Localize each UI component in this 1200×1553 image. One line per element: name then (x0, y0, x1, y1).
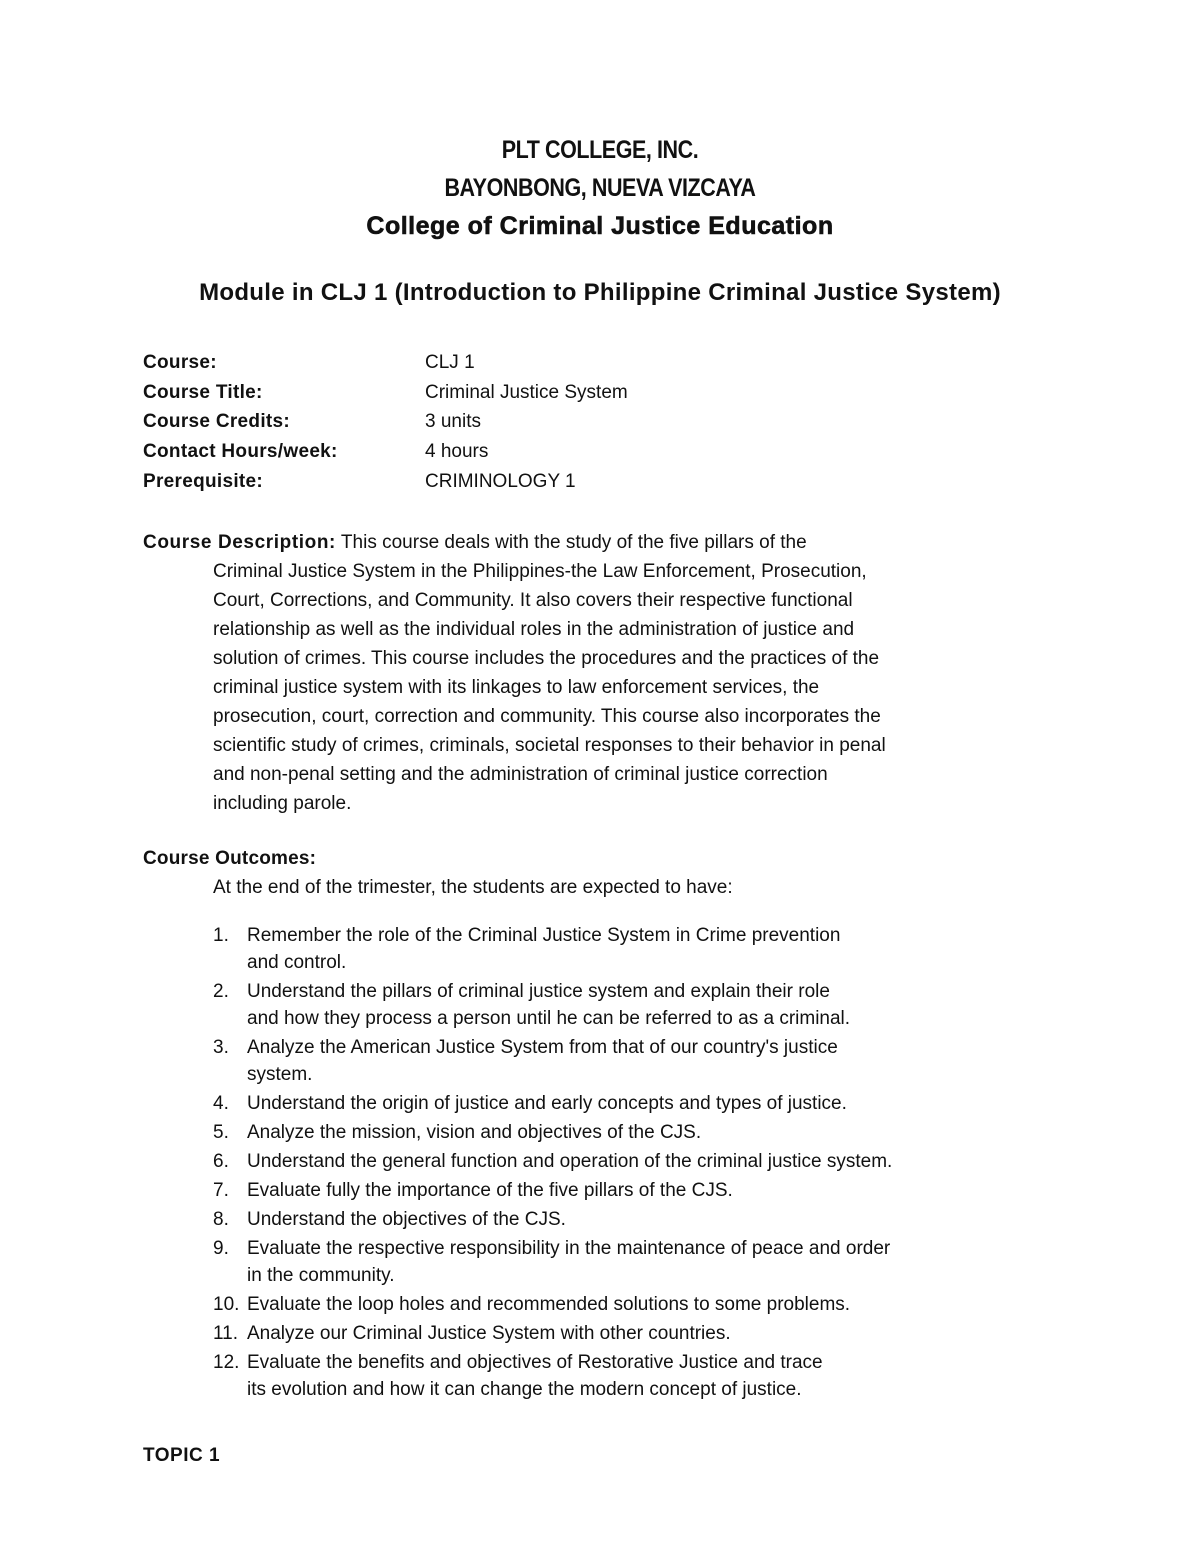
outcome-text: Understand the origin of justice and early concepts and types of justice. (247, 1093, 847, 1114)
description-text: This course deals with the study of the five pillars of the (336, 532, 807, 553)
outcome-text: Understand the objectives of the CJS. (247, 1209, 566, 1230)
outcome-number: 4. (213, 1093, 229, 1114)
description-line: solution of crimes. This course includes the procedures and the practices of the (213, 648, 880, 669)
description-line (143, 528, 1023, 557)
outcome-number: 11. (213, 1323, 239, 1344)
outcome-number: 6. (213, 1151, 229, 1172)
outcome-number: 2. (213, 981, 229, 1002)
description-line: and non-penal setting and the administration of criminal justice correction (213, 764, 828, 785)
outcome-text: Understand the pillars of criminal justice system and explain their role (247, 981, 830, 1002)
module-title: Module in CLJ 1 (Introduction to Philippine Criminal Justice System) (199, 279, 1001, 306)
outcome-text: Understand the general function and operation of the criminal justice system. (247, 1151, 893, 1172)
description-line: scientific study of crimes, criminals, societal responses to their behavior in penal (213, 735, 886, 756)
outcome-item (213, 978, 1093, 1032)
outcome-number: 5. (213, 1122, 229, 1143)
course-info-value: Criminal Justice System (425, 382, 628, 403)
description-line: criminal justice system with its linkages to law enforcement services, the (213, 677, 820, 698)
outcome-number: 7. (213, 1180, 229, 1201)
college-name: College of Criminal Justice Education (366, 212, 834, 240)
outcome-text: its evolution and how it can change the modern concept of justice. (247, 1379, 802, 1400)
outcome-text: Evaluate the benefits and objectives of Restorative Justice and trace (247, 1352, 823, 1373)
outcomes-intro: At the end of the trimester, the students are expected to have: (213, 877, 733, 898)
outcome-number: 1. (213, 925, 229, 946)
outcome-text: and control. (247, 952, 347, 973)
description-label: Course Description: (143, 532, 336, 553)
course-description (143, 528, 1023, 818)
outcome-item (213, 1148, 1093, 1175)
outcome-text: system. (247, 1064, 313, 1085)
outcome-text: Evaluate the respective responsibility in the maintenance of peace and order (247, 1238, 891, 1259)
outcome-text: Analyze the American Justice System from that of our country's justice (247, 1037, 838, 1058)
outcome-item (213, 1320, 1093, 1347)
outcome-number: 8. (213, 1209, 229, 1230)
outcome-text: in the community. (247, 1265, 395, 1286)
outcome-number: 10. (213, 1294, 240, 1315)
institution-name: PLT COLLEGE, INC. (501, 136, 699, 164)
outcome-text: and how they process a person until he can be referred to as a criminal. (247, 1008, 851, 1029)
course-info-label: Course: (143, 352, 217, 373)
outcome-item (213, 1177, 1093, 1204)
topic-heading: TOPIC 1 (143, 1445, 221, 1466)
outcome-item (213, 922, 1093, 976)
description-line: prosecution, court, correction and community. This course also incorporates the (213, 706, 881, 727)
description-line: Criminal Justice System in the Philippines-the Law Enforcement, Prosecution, (213, 561, 867, 582)
description-line: Court, Corrections, and Community. It also covers their respective functional (213, 590, 853, 611)
outcome-number: 12. (213, 1352, 240, 1373)
outcome-item (213, 1090, 1093, 1117)
outcome-text: Remember the role of the Criminal Justice System in Crime prevention (247, 925, 841, 946)
outcome-text: Evaluate the loop holes and recommended solutions to some problems. (247, 1294, 851, 1315)
outcome-text: Analyze the mission, vision and objectives of the CJS. (247, 1122, 702, 1143)
course-info-value: CRIMINOLOGY 1 (425, 471, 576, 492)
description-line: relationship as well as the individual roles in the administration of justice and (213, 619, 855, 640)
outcome-item (213, 1119, 1093, 1146)
outcomes-title: Course Outcomes: (143, 848, 317, 869)
outcome-text: Analyze our Criminal Justice System with other countries. (247, 1323, 731, 1344)
description-line: including parole. (213, 793, 352, 814)
outcome-number: 9. (213, 1238, 229, 1259)
course-info-label: Contact Hours/week: (143, 441, 338, 462)
course-info-label: Course Credits: (143, 411, 291, 432)
course-info-value: 3 units (425, 411, 481, 432)
outcomes-list (213, 922, 1093, 1405)
outcome-item (213, 1349, 1093, 1403)
outcome-number: 3. (213, 1037, 229, 1058)
outcome-item (213, 1235, 1093, 1289)
course-info-value: 4 hours (425, 441, 489, 462)
institution-location: BAYONBONG, NUEVA VIZCAYA (444, 174, 756, 202)
course-info-label: Prerequisite: (143, 471, 264, 492)
outcome-item (213, 1034, 1093, 1088)
outcome-text: Evaluate fully the importance of the five pillars of the CJS. (247, 1180, 733, 1201)
outcome-item (213, 1291, 1093, 1318)
course-info-value: CLJ 1 (425, 352, 475, 373)
course-info-label: Course Title: (143, 382, 263, 403)
outcome-item (213, 1206, 1093, 1233)
